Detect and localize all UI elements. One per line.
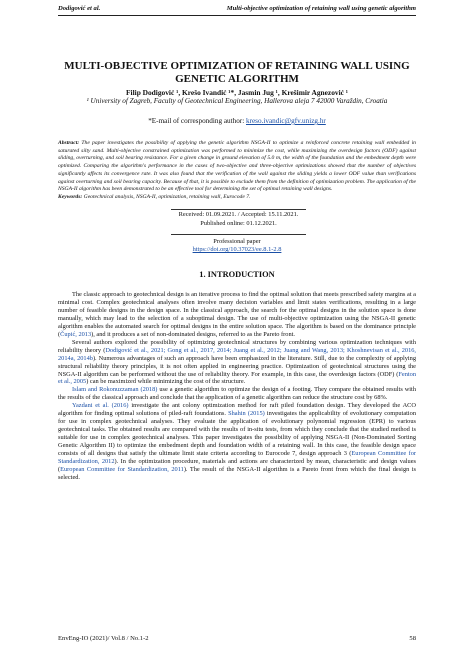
paragraph-text: investigate the ant colony optimization method for raft piled foundation design. They developed the ACO algorithm for finding optimal solutions of piled-raft foundations. (58, 402, 416, 418)
body-paragraph (58, 386, 416, 402)
citation-link[interactable]: Yazdani et al. (2016) (72, 402, 129, 410)
published-date: Published online: 01.12.2021. (200, 219, 277, 227)
paragraph-text: ). The result of the NSGA-II algorithm is a Pareto front from which the final design is selected. (58, 465, 416, 481)
email-link[interactable]: kreso.ivandic@gfv.unizg.hr (246, 117, 326, 125)
title-line-2: GENETIC ALGORITHM (175, 73, 299, 85)
paper-type-block (58, 238, 416, 254)
section-heading: 1. INTRODUCTION (199, 270, 275, 279)
paragraph-text: investigates the applicability of evolutionary computation for use in complex geotechnical analyses. They evaluate the application of evolutionary polynomial regression (EPR) to various geotechnical tasks. The obtained results are compared with the results of in-situ tests, from which they conclude that the studied method is suitable for use in complex geotechnical analyses. This paper investigates the possibility of applying NSGA-II (Non-Dominated Sorting Genetic Algorithm II) to optimize the embedment depth and foundation width of a retaining wall. In this case, the feasible design space consists of all designs that satisfy the ultimate limit state criteria according to Eurocode 7, design approach 3 ( (58, 410, 416, 458)
title-line-1: MULTI-OBJECTIVE OPTIMIZATION OF RETAINING WALL USING (64, 60, 410, 72)
page-footer (58, 635, 416, 645)
abstract-text: The paper investigates the possibility of applying the genetic algorithm NSGA-II to optimize a reinforced concrete retaining wall embedded in saturated silty sand. Multi-objective constrained optimization was performed to minimize the cost, while maximizing the overdesign factors (ODF) against sliding, overturning, and soil bearing resistance. For a given change in ground elevation of 5.0 m, the width of the foundation and the embedment depth were optimized. Comparing the algorithm's performance in the cases of two-objective and three-objective optimizations showed that the number of objectives significantly affects its convergence rate. It was also found that the verification of the wall against the sliding yields a lower ODF value than verifications against overturning and soil bearing capacity. Because of that, it is possible to exclude them from the definition of optimization problem. The application of the NSGA-II algorithm has been demonstrated to be an effective tool for determining the set of optimal retaining wall designs. (58, 140, 416, 193)
doi-link[interactable]: https://doi.org/10.37023/ee.8.1-2.8 (192, 246, 282, 253)
paragraph-text: use a genetic algorithm to optimize the design of a footing. They compare the obtained results with the results of the classical approach and conclude that the application of a genetic algorithm can reduce the structure cost by 68%. (58, 386, 416, 402)
citation-link[interactable]: European Committee for Standardization, 2011 (60, 465, 184, 473)
abstract-label: Abstract: (58, 140, 80, 146)
keywords-label: Keywords: (58, 194, 83, 200)
header-rule (58, 15, 416, 16)
citation-link[interactable]: Islam and Rokonuzzaman (2018) (72, 386, 158, 394)
abstract (58, 140, 416, 194)
body-text (58, 291, 416, 482)
paragraph-text: The classic approach to geotechnical design is an iterative process to find the optimal solution that meets prescribed safety margins at a minimal cost. Complex geotechnical analyses often involve many decision variables and limit states verifications, resulting in a large number of feasible designs in the design space. In the classical approach, the search for the optimal designs in the solution space is done manually, which may lead to the selection of a suboptimal design. The use of multi-objective optimization using the NSGA-II genetic algorithm enables the automated search for optimal designs in the entire solution space. The algorithm is based on the dominance principle ( (58, 291, 416, 338)
body-paragraph (58, 402, 416, 482)
received-accepted-dates: Received: 01.09.2021. / Accepted: 15.11.2021. (178, 211, 299, 218)
paragraph-text: ). In the optimization procedure, materials and actions are characterized by mean, characteristic and design values ( (58, 458, 416, 473)
header-title: Multi-objective optimization of retaining wall using genetic algorithm (226, 5, 416, 12)
citation-link[interactable]: Čupić, 2013 (60, 330, 92, 338)
body-paragraph (58, 291, 416, 339)
paper-title (58, 60, 416, 86)
citation-link[interactable]: European Committee for Standardization, 2012 (58, 450, 416, 466)
running-header (58, 5, 416, 15)
corresponding-author (58, 117, 416, 126)
paragraph-text: ) can be maximized while minimizing the cost of the structure. (86, 378, 246, 386)
affiliation: ¹ University of Zagreb, Faculty of Geotechnical Engineering, Hallerova aleja 7 42000 Varaždin, Croatia (86, 97, 388, 105)
citation-link[interactable]: Shahin (2015) (228, 410, 265, 418)
author-list: Filip Dodigović ¹, Krešo Ivandić ¹*, Jasmin Jug ¹, Krešimir Agnezović ¹ (126, 88, 348, 97)
keywords (58, 194, 416, 202)
paragraph-text: ). Numerous advantages of such an approach have been emphasized in the literature. Still, due to the complexity of applying structural reliability theory principles, it is not often applied in engineering practice. Optimization of geotechnical structures using the NSGA-II algorithm can be performed without the use of reliability theory. For example, in this case, the overdesign factors (ODF) ( (58, 354, 416, 378)
keywords-text: Geotechnical analysis, NSGA-II, optimization, retaining wall, Eurocode 7. (83, 194, 251, 200)
paragraph-text: Several authors explored the possibility of optimizing geotechnical structures by combining various optimization techniques with reliability theory ( (58, 338, 416, 354)
journal-info: EnvEng-IO (2021)/ Vol.8 / No.1-2 (58, 635, 149, 642)
dates-box (171, 209, 306, 235)
paper-type: Professional paper (213, 238, 261, 245)
citation-link[interactable]: Dodigović et al., 2021; Gong et al., 2017, 2014; Juang et al., 2012; Juang and Wang, 2013; Khoshnevisan et al., 2016, 2014a, 2014b (58, 346, 417, 362)
header-authors: Dodigović et al. (58, 5, 101, 12)
email-label: *E-mail of corresponding author: (148, 117, 245, 125)
body-paragraph (58, 339, 416, 387)
paragraph-text: ), and it produces a set of non-dominated designs, referred to as the Pareto front. (91, 330, 295, 338)
citation-link[interactable]: Fenton et al., 2005 (58, 370, 416, 386)
page-number: 58 (409, 635, 416, 642)
